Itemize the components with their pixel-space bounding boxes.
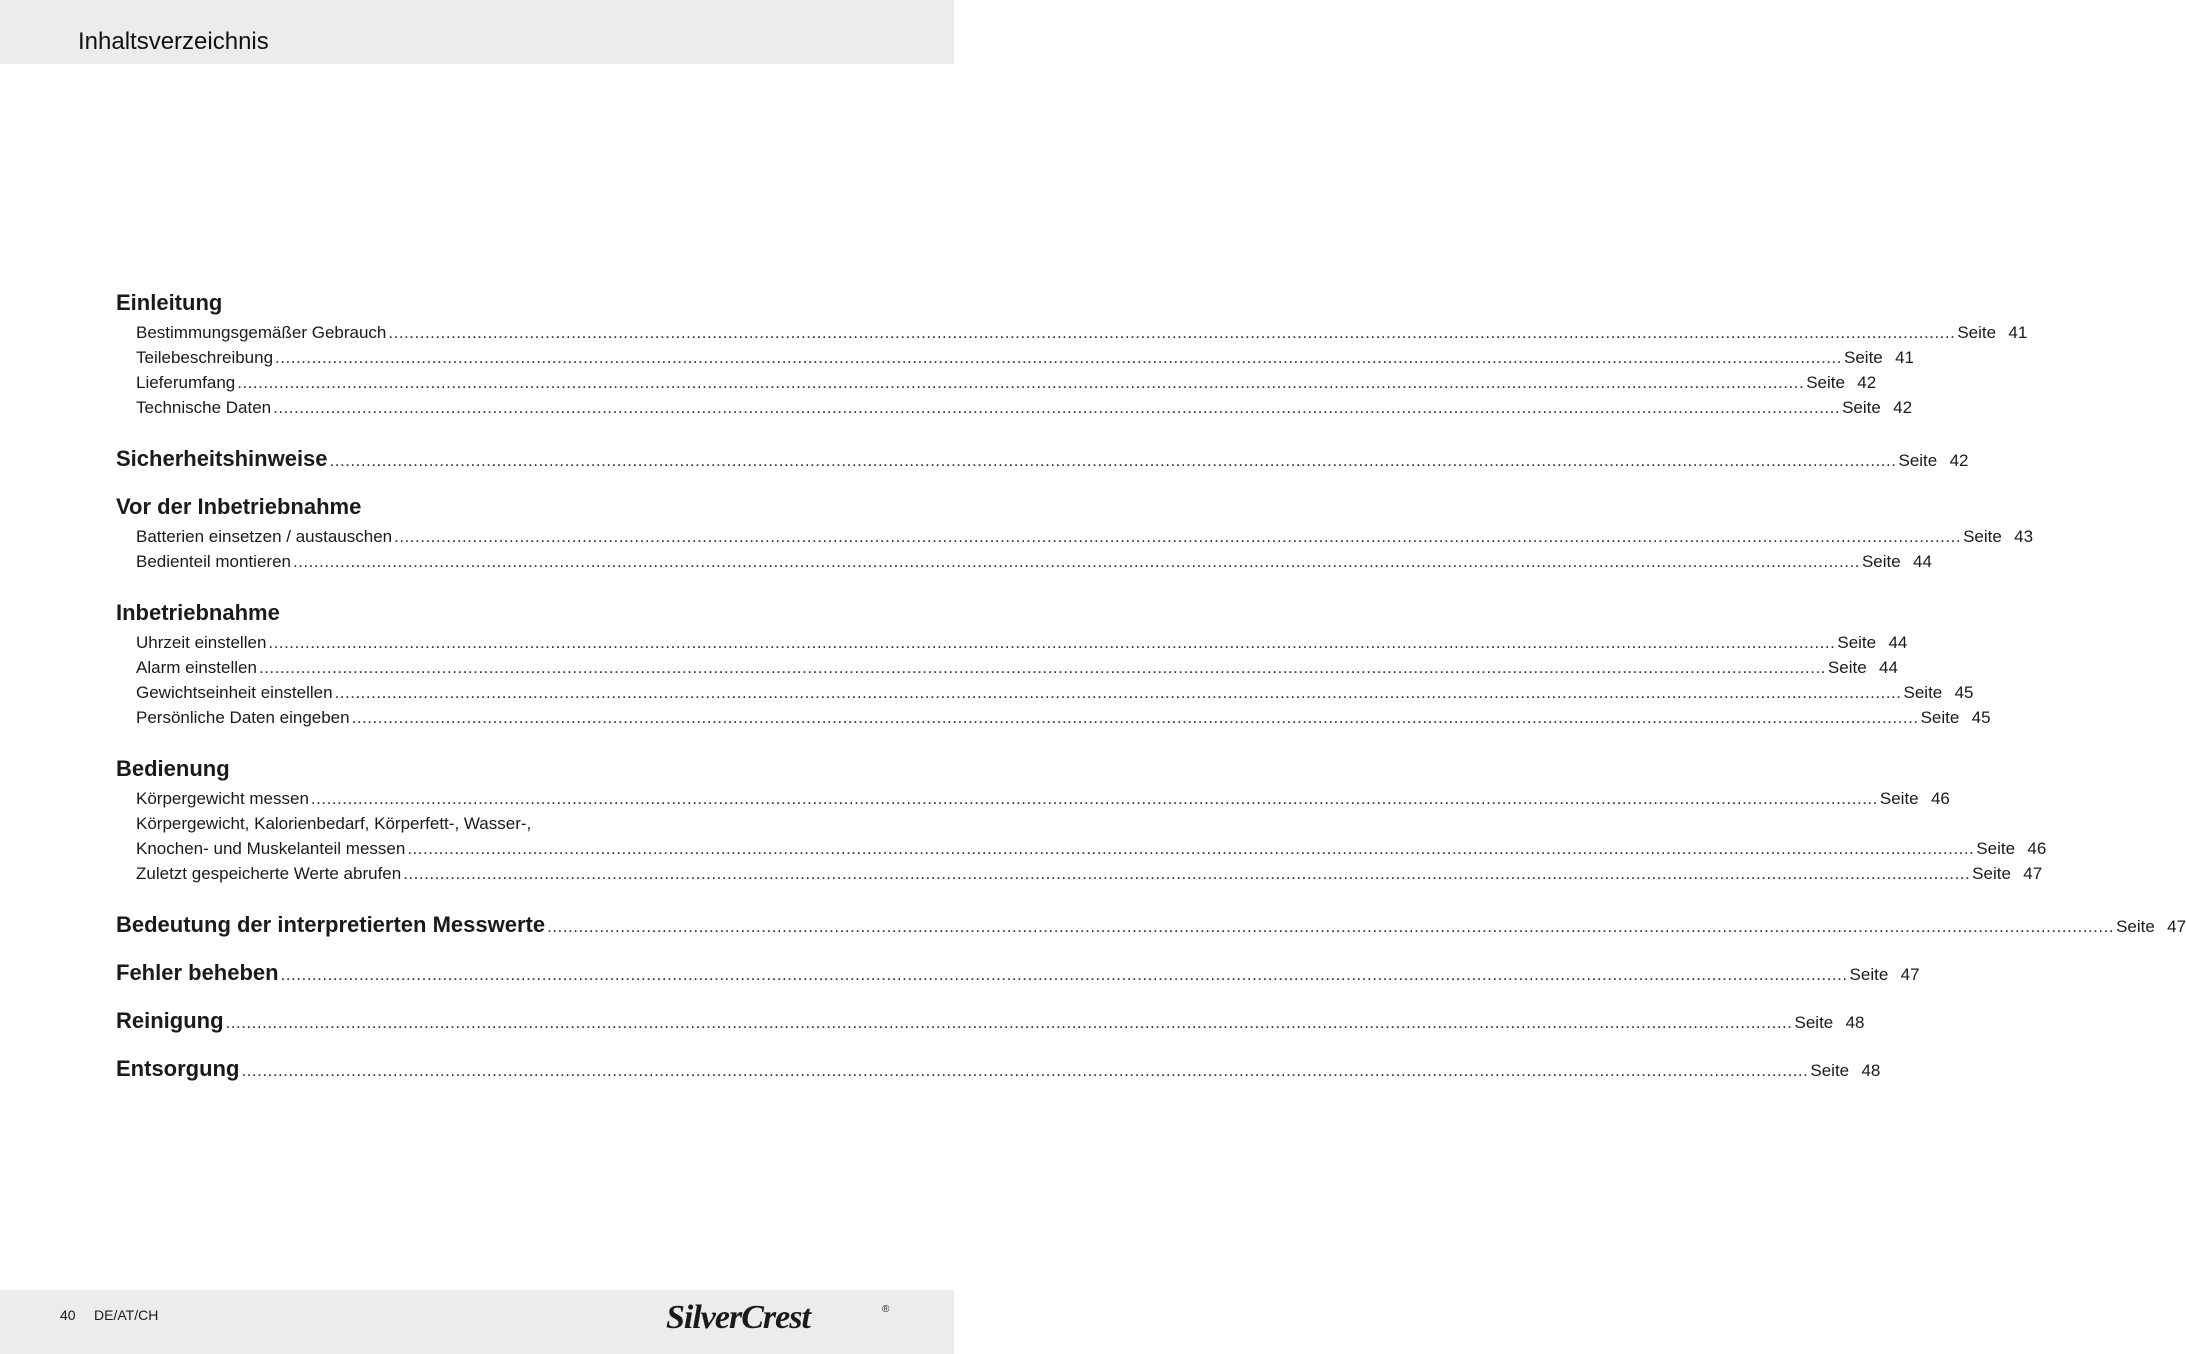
registered-mark: ® — [882, 1304, 890, 1315]
entry-page: 42 — [1857, 373, 1877, 392]
footer-page-number: 40 — [60, 1307, 76, 1323]
entry-label: Persönliche Daten eingeben — [136, 708, 350, 727]
toc-entry — [116, 395, 1913, 420]
toc-entry — [116, 705, 1991, 730]
entry-page: 44 — [1888, 633, 1908, 652]
leader-dots: ............................................................................................................................................................................................................................................................................................................ — [275, 348, 1842, 367]
toc-entry — [116, 655, 1898, 680]
leader-dots: ............................................................................................................................................................................................................................................................................................................ — [237, 373, 1805, 392]
toc-entry — [116, 861, 2043, 886]
section-title: Fehler beheben — [116, 960, 279, 985]
seite-label: Seite — [1903, 683, 1943, 702]
leader-dots: ............................................................................................................................................................................................................................................................................................................ — [547, 917, 2115, 936]
entry-label: Knochen- und Muskelanteil messen — [136, 839, 406, 858]
leader-dots: ............................................................................................................................................................................................................................................................................................................ — [351, 708, 1919, 727]
spacer — [116, 1038, 838, 1052]
leader-dots: ............................................................................................................................................................................................................................................................................................................ — [388, 323, 1956, 342]
entry-label: Uhrzeit einstellen — [136, 633, 267, 652]
toc-entry — [116, 630, 1908, 655]
entry-label: Lieferumfang — [136, 373, 236, 392]
silvercrest-logo — [666, 1296, 892, 1336]
entry-label: Körpergewicht, Kalorienbedarf, Körperfett-, Wasser-, — [136, 814, 532, 833]
section-title: Bedeutung der interpretierten Messwerte — [116, 912, 546, 937]
seite-label: Seite — [1963, 527, 2002, 546]
toc-section-inbetriebnahme — [116, 596, 1991, 730]
entry-page: 44 — [1913, 552, 1932, 571]
seite-label: Seite — [1861, 552, 1901, 571]
spacer — [116, 886, 838, 908]
seite-label: Seite — [1976, 839, 2016, 858]
entry-page: 42 — [1893, 398, 1913, 417]
entry-page: 45 — [1954, 683, 1974, 702]
seite-label: Seite — [1794, 1013, 1834, 1032]
seite-label: Seite — [1849, 965, 1889, 984]
entry-label: Zuletzt gespeicherte Werte abrufen — [136, 864, 402, 883]
toc-entry — [116, 320, 2028, 345]
toc-entry-line1 — [116, 811, 838, 836]
entry-page: 47 — [1900, 965, 1920, 984]
logo-wordmark: SilverCrest — [666, 1299, 810, 1336]
seite-label: Seite — [2116, 917, 2155, 936]
leader-dots: ............................................................................................................................................................................................................................................................................................................ — [268, 633, 1836, 652]
leader-dots: ............................................................................................................................................................................................................................................................................................................ — [292, 552, 1860, 571]
leader-dots: ............................................................................................................................................................................................................................................................................................................ — [225, 1013, 1793, 1032]
entry-label: Batterien einsetzen / austauschen — [136, 527, 393, 546]
leader-dots: ............................................................................................................................................................................................................................................................................................................ — [280, 965, 1848, 984]
toc-entry — [116, 836, 2047, 861]
leader-dots: ............................................................................................................................................................................................................................................................................................................ — [394, 527, 1962, 546]
seite-label: Seite — [1879, 789, 1919, 808]
toc-section-bedienung — [116, 752, 2047, 886]
entry-page: 42 — [1949, 451, 1969, 470]
entry-page: 45 — [1971, 708, 1991, 727]
entry-page: 41 — [1895, 348, 1914, 367]
seite-label: Seite — [1827, 658, 1867, 677]
toc-entry — [116, 345, 1914, 370]
toc-entry — [116, 524, 2034, 549]
entry-label: Bedienteil montieren — [136, 552, 291, 571]
page-title: Inhaltsverzeichnis — [78, 28, 269, 55]
seite-label: Seite — [1920, 708, 1960, 727]
seite-label: Seite — [1842, 398, 1881, 417]
leader-dots: ............................................................................................................................................................................................................................................................................................................ — [334, 683, 1902, 702]
toc-section-reinigung — [116, 1004, 1865, 1038]
toc-section-einleitung — [116, 286, 2028, 420]
entry-page: 44 — [1878, 658, 1898, 677]
seite-label: Seite — [1898, 451, 1938, 470]
leader-dots: ............................................................................................................................................................................................................................................................................................................ — [258, 658, 1826, 677]
entry-page: 41 — [2008, 323, 2028, 342]
toc-entry — [116, 786, 1950, 811]
seite-label: Seite — [1957, 323, 1997, 342]
entry-page: 43 — [2014, 527, 2034, 546]
leader-dots: ............................................................................................................................................................................................................................................................................................................ — [403, 864, 1971, 883]
entry-label: Bestimmungsgemäßer Gebrauch — [136, 323, 387, 342]
leader-dots: ............................................................................................................................................................................................................................................................................................................ — [329, 451, 1897, 470]
spacer — [116, 420, 838, 442]
footer-locale: DE/AT/CH — [94, 1307, 159, 1323]
spacer — [116, 730, 838, 752]
section-title: Bedienung — [116, 756, 230, 781]
toc-entry — [116, 549, 1932, 574]
toc-entry — [116, 680, 1974, 705]
toc-section-entsorgung — [116, 1052, 1881, 1086]
toc-section-bedeutung — [116, 908, 2186, 942]
entry-page: 46 — [1930, 789, 1950, 808]
leader-dots: ............................................................................................................................................................................................................................................................................................................ — [241, 1061, 1809, 1080]
toc-section-fehler-beheben — [116, 956, 1920, 990]
section-title: Sicherheitshinweise — [116, 446, 328, 471]
entry-label: Alarm einstellen — [136, 658, 257, 677]
spacer — [116, 990, 838, 1004]
section-title: Entsorgung — [116, 1056, 240, 1081]
entry-page: 47 — [2167, 917, 2186, 936]
section-title: Vor der Inbetriebnahme — [116, 494, 362, 519]
entry-page: 48 — [1845, 1013, 1865, 1032]
entry-label: Körpergewicht messen — [136, 789, 309, 808]
seite-label: Seite — [1844, 348, 1883, 367]
seite-label: Seite — [1810, 1061, 1850, 1080]
seite-label: Seite — [1837, 633, 1877, 652]
entry-label: Gewichtseinheit einstellen — [136, 683, 333, 702]
toc-entry — [116, 370, 1877, 395]
spacer — [116, 574, 838, 596]
seite-label: Seite — [1972, 864, 2011, 883]
entry-page: 48 — [1861, 1061, 1881, 1080]
section-title: Reinigung — [116, 1008, 224, 1033]
leader-dots: ............................................................................................................................................................................................................................................................................................................ — [310, 789, 1878, 808]
leader-dots: ............................................................................................................................................................................................................................................................................................................ — [407, 839, 1975, 858]
entry-label: Technische Daten — [136, 398, 272, 417]
section-title: Inbetriebnahme — [116, 600, 280, 625]
table-of-contents — [116, 286, 2186, 1086]
toc-section-sicherheitshinweise — [116, 442, 1969, 476]
entry-page: 46 — [2027, 839, 2047, 858]
spacer — [116, 942, 838, 956]
toc-section-vor-der-inbetriebnahme — [116, 490, 2034, 574]
entry-page: 47 — [2023, 864, 2043, 883]
leader-dots: ............................................................................................................................................................................................................................................................................................................ — [273, 398, 1841, 417]
seite-label: Seite — [1806, 373, 1845, 392]
entry-label: Teilebeschreibung — [136, 348, 274, 367]
spacer — [116, 476, 838, 490]
section-title: Einleitung — [116, 290, 223, 315]
